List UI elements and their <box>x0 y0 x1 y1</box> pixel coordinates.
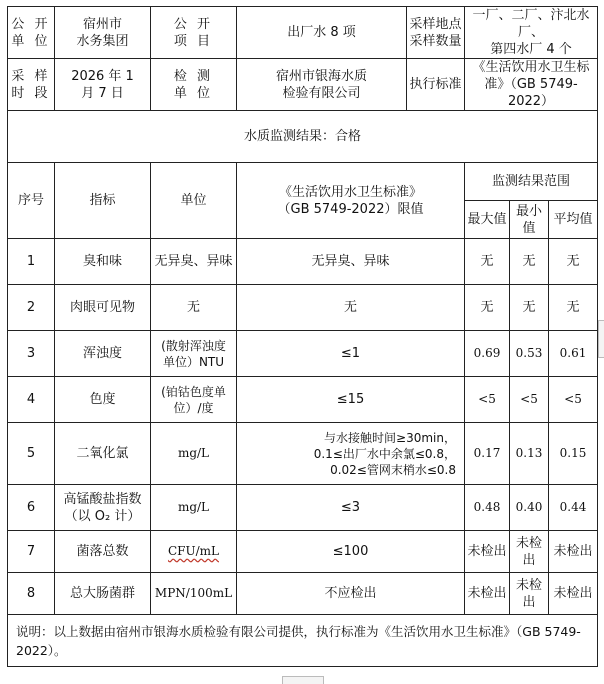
row-no: 4 <box>8 377 55 423</box>
row-min: <5 <box>510 377 549 423</box>
water-quality-table <box>7 6 598 667</box>
col-min: 最小值 <box>510 201 549 239</box>
col-unit: 单位 <box>151 163 237 239</box>
row-unit: 无 <box>151 285 237 331</box>
row-limit: 不应检出 <box>237 573 465 615</box>
row-avg: 0.15 <box>549 423 598 485</box>
row-indicator: 肉眼可见物 <box>55 285 151 331</box>
row-min: 0.40 <box>510 485 549 531</box>
table-row <box>8 331 598 377</box>
header-row-1 <box>8 7 598 59</box>
standard-label: 执行标准 <box>407 59 465 111</box>
row-no: 5 <box>8 423 55 485</box>
row-indicator: 臭和味 <box>55 239 151 285</box>
row-unit <box>151 531 237 573</box>
result-row <box>8 111 598 163</box>
row-min: 未检出 <box>510 531 549 573</box>
row-avg: 未检出 <box>549 531 598 573</box>
standard-value: 《生活饮用水卫生标 准》（GB 5749-2022） <box>465 59 598 111</box>
row-max: 无 <box>465 239 510 285</box>
note-row <box>8 615 598 667</box>
row-limit: ≤1 <box>237 331 465 377</box>
row-max: 未检出 <box>465 573 510 615</box>
row-max: <5 <box>465 377 510 423</box>
row-max: 未检出 <box>465 531 510 573</box>
row-unit: (散射浑浊度 单位）NTU <box>151 331 237 377</box>
row-min: 0.13 <box>510 423 549 485</box>
row-indicator: 二氧化氯 <box>55 423 151 485</box>
row-min: 无 <box>510 285 549 331</box>
row-no: 7 <box>8 531 55 573</box>
row-unit: 无异臭、异味 <box>151 239 237 285</box>
row-limit: 无异臭、异味 <box>237 239 465 285</box>
row-limit: ≤15 <box>237 377 465 423</box>
row-unit: (铂钴色度单 位）/度 <box>151 377 237 423</box>
period-value: 2026 年 1 月 7 日 <box>55 59 151 111</box>
sampling-label: 采样地点 采样数量 <box>407 7 465 59</box>
row-avg: 无 <box>549 285 598 331</box>
table-row <box>8 377 598 423</box>
row-avg: 未检出 <box>549 573 598 615</box>
public-unit-label: 公 开 单 位 <box>8 7 55 59</box>
row-min: 未检出 <box>510 573 549 615</box>
row-avg: 0.44 <box>549 485 598 531</box>
public-item-value: 出厂水 8 项 <box>237 7 407 59</box>
row-no: 2 <box>8 285 55 331</box>
table-row <box>8 573 598 615</box>
row-limit: ≤100 <box>237 531 465 573</box>
col-avg: 平均值 <box>549 201 598 239</box>
row-no: 6 <box>8 485 55 531</box>
period-label: 采 样 时 段 <box>8 59 55 111</box>
row-limit: 与水接触时间≥30min， 0.1≤出厂水中余氯≤0.8， 0.02≤管网末梢水≤0.8 <box>237 423 465 485</box>
result-line: 水质监测结果：合格 <box>8 111 598 163</box>
public-item-label: 公 开 项 目 <box>151 7 237 59</box>
public-unit-value: 宿州市 水务集团 <box>55 7 151 59</box>
table-row <box>8 239 598 285</box>
row-avg: 0.61 <box>549 331 598 377</box>
col-indicator: 指标 <box>55 163 151 239</box>
row-max: 0.17 <box>465 423 510 485</box>
scroll-edge-handle[interactable] <box>598 320 604 358</box>
header-row-2 <box>8 59 598 111</box>
row-max: 0.48 <box>465 485 510 531</box>
row-unit: mg/L <box>151 423 237 485</box>
row-no: 8 <box>8 573 55 615</box>
row-unit: mg/L <box>151 485 237 531</box>
row-indicator: 浑浊度 <box>55 331 151 377</box>
row-indicator: 色度 <box>55 377 151 423</box>
table-row <box>8 531 598 573</box>
col-limit: 《生活饮用水卫生标准》 （GB 5749-2022）限值 <box>237 163 465 239</box>
row-min: 无 <box>510 239 549 285</box>
row-indicator: 菌落总数 <box>55 531 151 573</box>
row-avg: 无 <box>549 239 598 285</box>
row-max: 无 <box>465 285 510 331</box>
col-no: 序号 <box>8 163 55 239</box>
row-indicator: 总大肠菌群 <box>55 573 151 615</box>
table-note: 说明：以上数据由宿州市银海水质检验有限公司提供，执行标准为《生活饮用水卫生标准》（GB 5749-2022）。 <box>8 615 598 667</box>
row-limit: ≤3 <box>237 485 465 531</box>
row-indicator: 高锰酸盐指数 （以 O₂ 计） <box>55 485 151 531</box>
row-unit-text: CFU/mL <box>167 544 219 558</box>
col-max: 最大值 <box>465 201 510 239</box>
test-unit-value: 宿州市银海水质 检验有限公司 <box>237 59 407 111</box>
row-limit: 无 <box>237 285 465 331</box>
col-range: 监测结果范围 <box>465 163 598 201</box>
row-unit: MPN/100mL <box>151 573 237 615</box>
table-row <box>8 485 598 531</box>
row-no: 3 <box>8 331 55 377</box>
column-header-row-1 <box>8 163 598 201</box>
table-row <box>8 285 598 331</box>
row-no: 1 <box>8 239 55 285</box>
test-unit-label: 检 测 单 位 <box>151 59 237 111</box>
row-max: 0.69 <box>465 331 510 377</box>
row-min: 0.53 <box>510 331 549 377</box>
sampling-value: 一厂、二厂、汴北水厂、 第四水厂 4 个 <box>465 7 598 59</box>
table-row <box>8 423 598 485</box>
row-avg: <5 <box>549 377 598 423</box>
